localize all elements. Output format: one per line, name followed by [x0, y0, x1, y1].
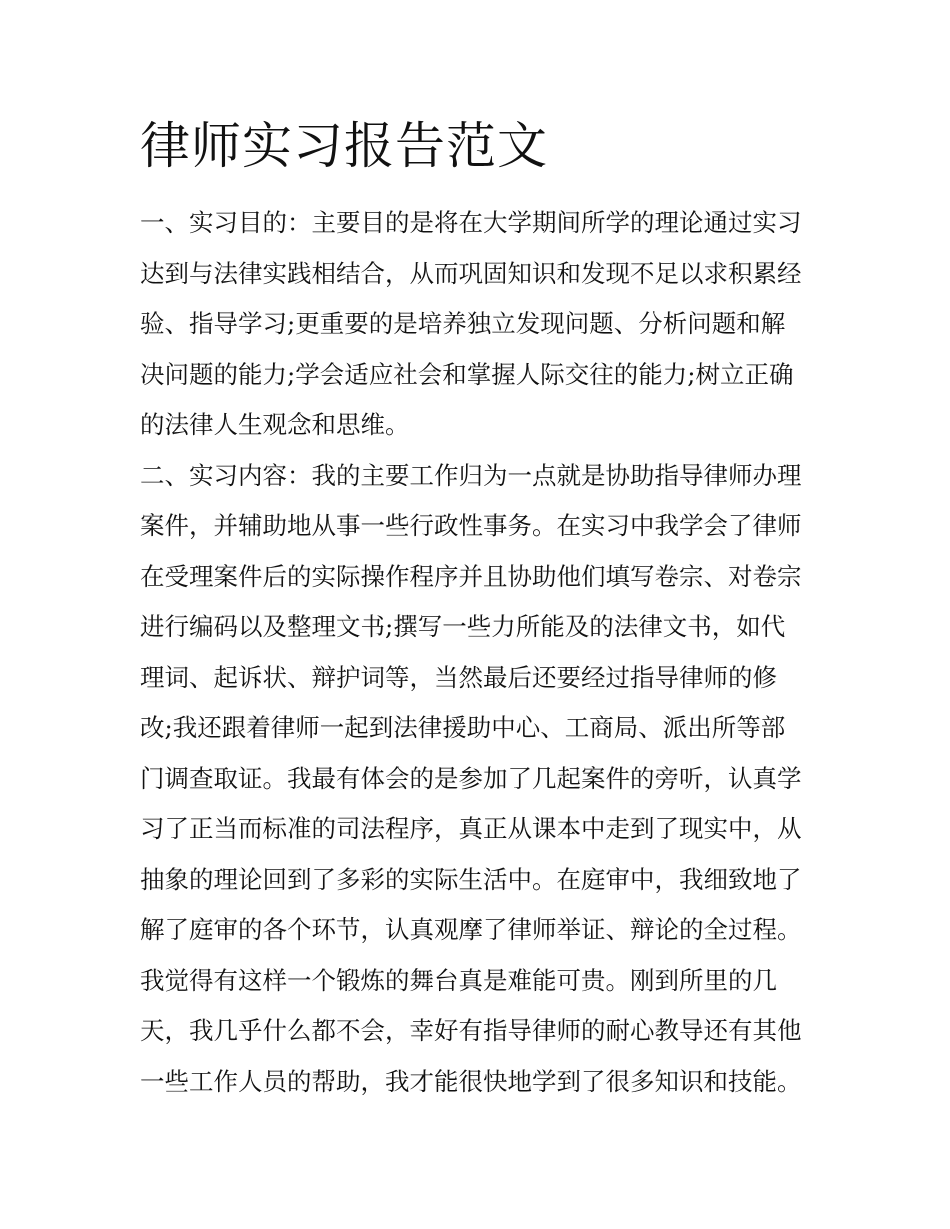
text-line: 天，我几乎什么都不会，幸好有指导律师的耐心教导还有其他	[140, 1016, 802, 1045]
text-line: 抽象的理论回到了多彩的实际生活中。在庭审中，我细致地了	[140, 864, 802, 894]
text-line: 一、实习目的：主要目的是将在大学期间所学的理论通过实习	[140, 208, 802, 237]
text-line: 我觉得有这样一个锻炼的舞台真是难能可贵。刚到所里的几	[140, 965, 777, 995]
text-line: 改;我还跟着律师一起到法律援助中心、工商局、派出所等部	[140, 713, 786, 742]
text-line: 达到与法律实践相结合，从而巩固知识和发现不足以求积累经	[140, 258, 802, 288]
text-line: 的法律人生观念和思维。	[140, 410, 410, 439]
text-line: 门调查取证。我最有体会的是参加了几起案件的旁听，认真学	[140, 763, 802, 793]
text-line: 案件，并辅助地从事一些行政性事务。在实习中我学会了律师	[140, 511, 802, 540]
text-line: 二、实习内容：我的主要工作归为一点就是协助指导律师办理	[140, 460, 802, 490]
text-line: 在受理案件后的实际操作程序并且协助他们填写卷宗、对卷宗	[140, 561, 802, 591]
text-line: 一些工作人员的帮助，我才能很快地学到了很多知识和技能。	[140, 1066, 802, 1096]
text-line: 验、指导学习;更重要的是培养独立发现问题、分析问题和解	[140, 309, 786, 338]
text-line: 习了正当而标准的司法程序，真正从课本中走到了现实中，从	[140, 814, 802, 843]
text-line: 决问题的能力;学会适应社会和掌握人际交往的能力;树立正确	[140, 359, 794, 389]
text-line: 理词、起诉状、辩护词等，当然最后还要经过指导律师的修	[140, 662, 777, 692]
text-line: 解了庭审的各个环节，认真观摩了律师举证、辩论的全过程。	[140, 915, 802, 944]
page-title: 律师实习报告范文	[140, 117, 548, 175]
text-line: 进行编码以及整理文书;撰写一些力所能及的法律文书，如代	[140, 612, 786, 641]
document-body	[140, 200, 812, 1109]
